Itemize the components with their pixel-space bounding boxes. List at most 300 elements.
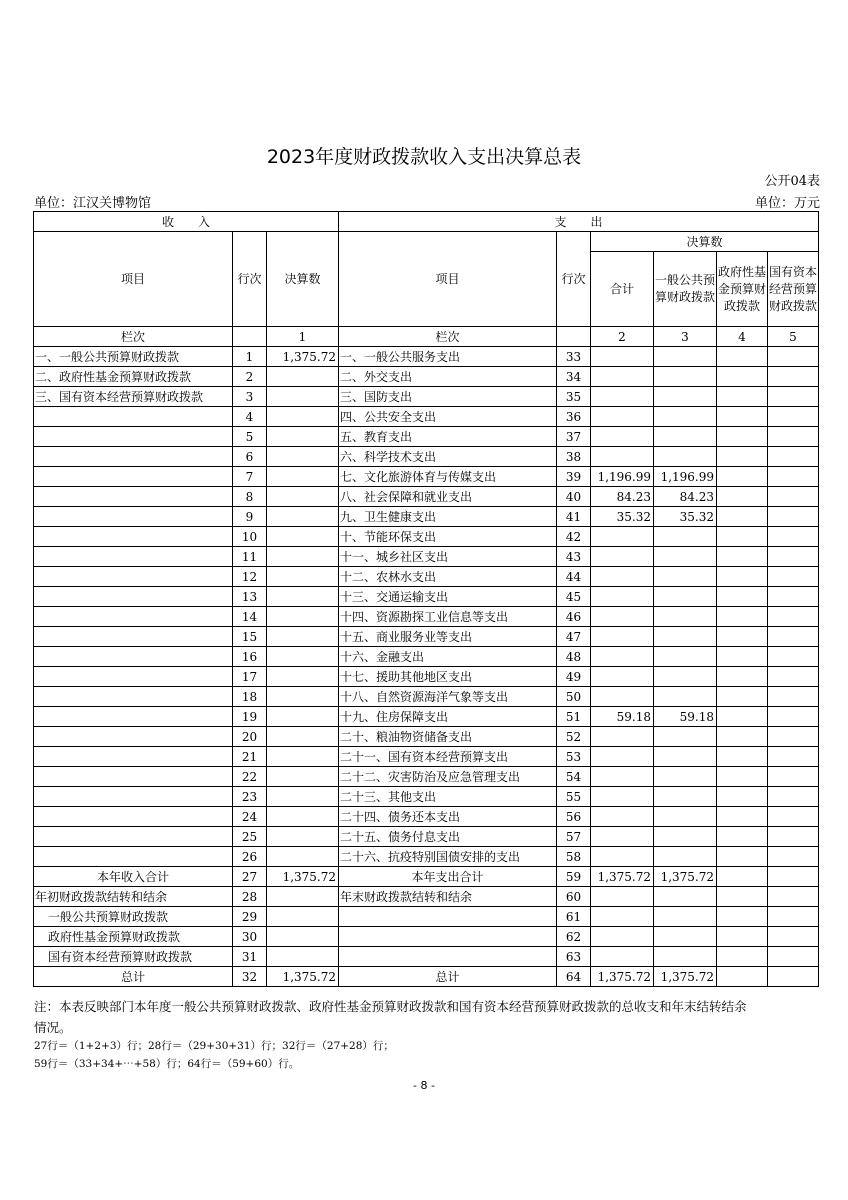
table-row [34, 627, 819, 647]
state-capital-amount [768, 767, 819, 787]
general-budget-amount [654, 447, 717, 467]
expense-item: 二十三、其他支出 [339, 787, 557, 807]
table-row [34, 967, 819, 987]
general-budget-amount [654, 387, 717, 407]
expense-item [339, 907, 557, 927]
col-3: 3 [654, 327, 717, 347]
income-item [34, 827, 233, 847]
income-item [34, 447, 233, 467]
expense-row-no: 41 [557, 507, 591, 527]
expense-row-no: 45 [557, 587, 591, 607]
income-amount [267, 587, 339, 607]
state-capital-amount [768, 407, 819, 427]
table-note: 注：本表反映部门本年度一般公共预算财政拨款、政府性基金预算财政拨款和国有资本经营预算财政拨款的总收支和年末结转结余情况。 [34, 999, 747, 1035]
income-item [34, 707, 233, 727]
expense-item: 七、文化旅游体育与传媒支出 [339, 467, 557, 487]
expense-item: 四、公共安全支出 [339, 407, 557, 427]
expense-row-no: 61 [557, 907, 591, 927]
state-capital-amount [768, 707, 819, 727]
income-row-no: 1 [233, 347, 267, 367]
general-budget-amount [654, 947, 717, 967]
general-budget-amount [654, 627, 717, 647]
table-row [34, 487, 819, 507]
gov-fund-amount [717, 807, 768, 827]
total-amount [591, 667, 654, 687]
income-amount: 1,375.72 [267, 347, 339, 367]
unit-label: 单位：江汉关博物馆 [34, 196, 152, 211]
expense-row-no: 58 [557, 847, 591, 867]
income-amount [267, 927, 339, 947]
total-header: 合计 [591, 252, 654, 327]
income-amount [267, 547, 339, 567]
table-row [34, 587, 819, 607]
expense-item: 十七、援助其他地区支出 [339, 667, 557, 687]
income-item [34, 407, 233, 427]
expense-row-no: 64 [557, 967, 591, 987]
state-capital-amount [768, 447, 819, 467]
total-amount [591, 627, 654, 647]
income-row-no: 24 [233, 807, 267, 827]
income-row-no: 21 [233, 747, 267, 767]
general-budget-amount: 84.23 [654, 487, 717, 507]
income-row-no: 23 [233, 787, 267, 807]
state-capital-amount [768, 847, 819, 867]
gov-fund-amount [717, 887, 768, 907]
income-row-no: 27 [233, 867, 267, 887]
page-title: 2023年度财政拨款收入支出决算总表 [266, 146, 582, 168]
income-item: 总计 [34, 967, 233, 987]
income-row-no: 31 [233, 947, 267, 967]
total-amount [591, 427, 654, 447]
income-item [34, 767, 233, 787]
total-amount [591, 687, 654, 707]
income-rowno-header: 行次 [233, 232, 267, 327]
income-row-no: 3 [233, 387, 267, 407]
gov-fund-amount [717, 367, 768, 387]
total-amount: 59.18 [591, 707, 654, 727]
gov-fund-amount [717, 947, 768, 967]
total-amount [591, 767, 654, 787]
table-row [34, 647, 819, 667]
gov-fund-amount [717, 427, 768, 447]
income-item [34, 687, 233, 707]
income-row-no: 8 [233, 487, 267, 507]
state-capital-amount [768, 567, 819, 587]
gov-fund-amount [717, 387, 768, 407]
income-amount [267, 627, 339, 647]
gov-fund-amount [717, 827, 768, 847]
income-row-no: 22 [233, 767, 267, 787]
income-item: 一、一般公共预算财政拨款 [34, 347, 233, 367]
state-capital-amount [768, 687, 819, 707]
expense-item: 三、国防支出 [339, 387, 557, 407]
income-amount [267, 747, 339, 767]
col-2: 2 [591, 327, 654, 347]
total-amount [591, 907, 654, 927]
gov-fund-amount [717, 467, 768, 487]
income-amount [267, 787, 339, 807]
state-capital-amount [768, 807, 819, 827]
state-capital-amount [768, 867, 819, 887]
table-row [34, 427, 819, 447]
income-row-no: 18 [233, 687, 267, 707]
expense-item: 八、社会保障和就业支出 [339, 487, 557, 507]
expense-item: 十一、城乡社区支出 [339, 547, 557, 567]
table-row [34, 887, 819, 907]
gov-fund-amount [717, 967, 768, 987]
state-capital-amount [768, 627, 819, 647]
income-item: 三、国有资本经营预算财政拨款 [34, 387, 233, 407]
total-amount [591, 587, 654, 607]
general-budget-amount [654, 727, 717, 747]
final-amount-header: 决算数 [591, 232, 819, 252]
income-amount [267, 367, 339, 387]
table-row [34, 367, 819, 387]
income-amount [267, 447, 339, 467]
income-amount [267, 807, 339, 827]
income-row-no: 25 [233, 827, 267, 847]
expense-row-no: 49 [557, 667, 591, 687]
income-amount-header: 决算数 [267, 232, 339, 327]
income-row-no: 12 [233, 567, 267, 587]
gov-fund-amount [717, 347, 768, 367]
expense-item: 二十一、国有资本经营预算支出 [339, 747, 557, 767]
general-budget-amount [654, 767, 717, 787]
income-item: 国有资本经营预算财政拨款 [34, 947, 233, 967]
income-item [34, 607, 233, 627]
income-amount [267, 647, 339, 667]
table-row [34, 867, 819, 887]
income-row-no: 7 [233, 467, 267, 487]
general-budget-amount: 59.18 [654, 707, 717, 727]
expense-row-no: 33 [557, 347, 591, 367]
income-row-no: 14 [233, 607, 267, 627]
income-amount [267, 387, 339, 407]
col-5: 5 [768, 327, 819, 347]
income-item: 政府性基金预算财政拨款 [34, 927, 233, 947]
total-amount [591, 567, 654, 587]
expense-row-no: 35 [557, 387, 591, 407]
general-budget-amount [654, 667, 717, 687]
expense-row-no: 53 [557, 747, 591, 767]
general-budget-amount [654, 687, 717, 707]
income-row-no: 17 [233, 667, 267, 687]
gov-fund-amount [717, 787, 768, 807]
expense-item: 六、科学技术支出 [339, 447, 557, 467]
state-capital-amount [768, 907, 819, 927]
state-capital-amount [768, 727, 819, 747]
general-budget-amount [654, 607, 717, 627]
form-number: 公开04表 [764, 174, 820, 189]
income-row-no: 9 [233, 507, 267, 527]
income-item [34, 487, 233, 507]
expense-row-no: 46 [557, 607, 591, 627]
table-row [34, 707, 819, 727]
total-amount: 1,375.72 [591, 967, 654, 987]
income-item [34, 627, 233, 647]
formula-line-2: 59行＝（33+34+⋯+58）行；64行＝（59+60）行。 [34, 1058, 300, 1070]
general-budget-amount [654, 547, 717, 567]
expense-item: 十五、商业服务业等支出 [339, 627, 557, 647]
total-amount [591, 407, 654, 427]
table-row [34, 667, 819, 687]
income-amount [267, 727, 339, 747]
income-item [34, 567, 233, 587]
expense-item: 总计 [339, 967, 557, 987]
expense-row-no: 51 [557, 707, 591, 727]
state-capital-amount [768, 947, 819, 967]
general-budget-amount [654, 567, 717, 587]
gov-fund-amount [717, 627, 768, 647]
income-item [34, 747, 233, 767]
income-amount [267, 847, 339, 867]
general-budget-amount: 1,375.72 [654, 867, 717, 887]
income-row-no: 19 [233, 707, 267, 727]
expense-item: 十九、住房保障支出 [339, 707, 557, 727]
total-amount [591, 847, 654, 867]
income-item [34, 547, 233, 567]
expense-row-no: 39 [557, 467, 591, 487]
income-header: 收 入 [34, 212, 339, 232]
total-amount [591, 787, 654, 807]
col-label: 栏次 [34, 327, 233, 347]
income-amount [267, 487, 339, 507]
expense-item: 十八、自然资源海洋气象等支出 [339, 687, 557, 707]
expense-item: 年末财政拨款结转和结余 [339, 887, 557, 907]
total-amount: 35.32 [591, 507, 654, 527]
state-capital-amount [768, 787, 819, 807]
expense-item: 二十二、灾害防治及应急管理支出 [339, 767, 557, 787]
income-row-no: 15 [233, 627, 267, 647]
income-row-no: 28 [233, 887, 267, 907]
income-amount [267, 407, 339, 427]
table-row [34, 387, 819, 407]
expense-row-no: 57 [557, 827, 591, 847]
income-item [34, 467, 233, 487]
income-item: 年初财政拨款结转和结余 [34, 887, 233, 907]
total-amount [591, 367, 654, 387]
general-budget-amount [654, 367, 717, 387]
income-item [34, 807, 233, 827]
total-amount [591, 547, 654, 567]
table-row [34, 787, 819, 807]
income-amount: 1,375.72 [267, 867, 339, 887]
income-item: 一般公共预算财政拨款 [34, 907, 233, 927]
total-amount [591, 827, 654, 847]
income-row-no: 6 [233, 447, 267, 467]
income-item [34, 587, 233, 607]
income-amount [267, 567, 339, 587]
income-amount [267, 607, 339, 627]
gov-fund-amount [717, 507, 768, 527]
gov-fund-amount [717, 727, 768, 747]
income-row-no: 26 [233, 847, 267, 867]
general-budget-amount [654, 347, 717, 367]
total-amount [591, 647, 654, 667]
state-capital-amount [768, 427, 819, 447]
income-item [34, 527, 233, 547]
general-budget-amount [654, 847, 717, 867]
expense-item: 二、外交支出 [339, 367, 557, 387]
income-amount [267, 947, 339, 967]
expense-item: 十三、交通运输支出 [339, 587, 557, 607]
expense-row-no: 40 [557, 487, 591, 507]
expense-item: 五、教育支出 [339, 427, 557, 447]
income-amount [267, 467, 339, 487]
income-row-no: 32 [233, 967, 267, 987]
income-amount [267, 507, 339, 527]
expense-row-no: 37 [557, 427, 591, 447]
expense-row-no: 62 [557, 927, 591, 947]
income-amount [267, 687, 339, 707]
gov-fund-amount [717, 667, 768, 687]
income-row-no: 16 [233, 647, 267, 667]
income-amount [267, 527, 339, 547]
expense-item: 十、节能环保支出 [339, 527, 557, 547]
expense-row-no: 55 [557, 787, 591, 807]
state-capital-amount [768, 487, 819, 507]
total-amount [591, 807, 654, 827]
state-capital-amount [768, 827, 819, 847]
state-capital-amount [768, 387, 819, 407]
income-row-no: 30 [233, 927, 267, 947]
table-row [34, 447, 819, 467]
general-budget-amount [654, 747, 717, 767]
gov-fund-amount [717, 447, 768, 467]
money-unit: 单位：万元 [754, 196, 820, 211]
state-capital-amount [768, 887, 819, 907]
gov-fund-amount [717, 527, 768, 547]
col-1: 1 [267, 327, 339, 347]
state-capital-amount [768, 607, 819, 627]
general-budget-amount [654, 927, 717, 947]
total-amount: 1,196.99 [591, 467, 654, 487]
general-budget-amount [654, 527, 717, 547]
expense-rowno-header: 行次 [557, 232, 591, 327]
total-amount [591, 447, 654, 467]
expense-item: 九、卫生健康支出 [339, 507, 557, 527]
gov-fund-amount [717, 747, 768, 767]
income-item: 本年收入合计 [34, 867, 233, 887]
total-amount [591, 927, 654, 947]
expense-row-no: 50 [557, 687, 591, 707]
table-row [34, 467, 819, 487]
table-row [34, 347, 819, 367]
general-budget-amount [654, 787, 717, 807]
expense-row-no: 60 [557, 887, 591, 907]
table-row [34, 607, 819, 627]
income-row-no: 29 [233, 907, 267, 927]
state-capital-amount [768, 467, 819, 487]
table-row [34, 687, 819, 707]
expense-row-no: 56 [557, 807, 591, 827]
expense-row-no: 43 [557, 547, 591, 567]
state-capital-amount [768, 547, 819, 567]
table-row [34, 827, 819, 847]
table-row [34, 567, 819, 587]
state-capital-header: 国有资本经营预算财政拨款 [768, 252, 819, 327]
expense-row-no: 52 [557, 727, 591, 747]
state-capital-amount [768, 647, 819, 667]
income-amount [267, 707, 339, 727]
page-number: - 8 - [413, 1079, 435, 1092]
total-amount [591, 747, 654, 767]
income-item [34, 667, 233, 687]
gov-fund-amount [717, 587, 768, 607]
income-row-no: 11 [233, 547, 267, 567]
state-capital-amount [768, 527, 819, 547]
income-item [34, 727, 233, 747]
state-capital-amount [768, 347, 819, 367]
general-budget-amount [654, 407, 717, 427]
income-item [34, 427, 233, 447]
gov-fund-header: 政府性基金预算财政拨款 [717, 252, 768, 327]
expense-row-no: 34 [557, 367, 591, 387]
income-row-no: 20 [233, 727, 267, 747]
income-item [34, 647, 233, 667]
expense-row-no: 47 [557, 627, 591, 647]
income-amount [267, 767, 339, 787]
income-item [34, 787, 233, 807]
gov-fund-amount [717, 567, 768, 587]
general-budget-amount [654, 887, 717, 907]
income-item: 二、政府性基金预算财政拨款 [34, 367, 233, 387]
total-amount [591, 387, 654, 407]
total-amount [591, 607, 654, 627]
expense-row-no: 42 [557, 527, 591, 547]
gov-fund-amount [717, 707, 768, 727]
table-row [34, 927, 819, 947]
income-row-no: 13 [233, 587, 267, 607]
expense-item: 二十六、抗疫特别国债安排的支出 [339, 847, 557, 867]
expense-item: 本年支出合计 [339, 867, 557, 887]
table-row [34, 507, 819, 527]
income-amount: 1,375.72 [267, 967, 339, 987]
total-amount: 1,375.72 [591, 867, 654, 887]
general-budget-amount: 1,375.72 [654, 967, 717, 987]
expense-item: 十六、金融支出 [339, 647, 557, 667]
general-budget-amount [654, 907, 717, 927]
state-capital-amount [768, 927, 819, 947]
income-amount [267, 427, 339, 447]
formula-line-1: 27行＝（1+2+3）行；28行＝（29+30+31）行；32行＝（27+28）行； [34, 1040, 394, 1052]
income-amount [267, 907, 339, 927]
income-item [34, 847, 233, 867]
income-item [34, 507, 233, 527]
expense-item: 十四、资源勘探工业信息等支出 [339, 607, 557, 627]
expense-row-no: 44 [557, 567, 591, 587]
expense-header: 支 出 [339, 212, 819, 232]
gov-fund-amount [717, 847, 768, 867]
income-row-no: 4 [233, 407, 267, 427]
gov-fund-amount [717, 547, 768, 567]
table-row [34, 767, 819, 787]
gov-fund-amount [717, 407, 768, 427]
gov-fund-amount [717, 767, 768, 787]
expense-item: 十二、农林水支出 [339, 567, 557, 587]
expense-item: 一、一般公共服务支出 [339, 347, 557, 367]
income-amount [267, 887, 339, 907]
gov-fund-amount [717, 927, 768, 947]
income-item-header: 项目 [34, 232, 233, 327]
income-amount [267, 827, 339, 847]
general-budget-amount [654, 647, 717, 667]
total-amount [591, 727, 654, 747]
gov-fund-amount [717, 867, 768, 887]
expense-item [339, 927, 557, 947]
expense-row-no: 36 [557, 407, 591, 427]
table-row [34, 847, 819, 867]
